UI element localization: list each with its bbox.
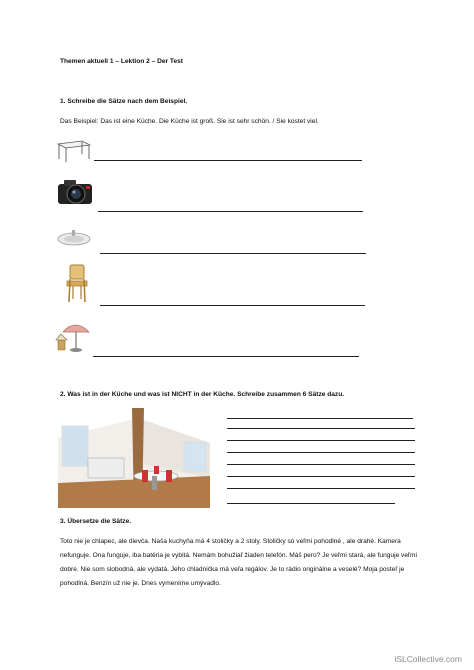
answer-line-4[interactable] (100, 305, 365, 306)
exercise3-text: Toto nie je chlapec, ale dievča. Naša kuchyňa má 4 stoličky a 2 stoly. Stoličky sú veľmi pohodlné , ale drahé. Kamera nefunguje. Ona funguje, iba batéria je vybitá. Nemám bohužiaľ žiaden telefón. Máš pero? Je veľmi stará, ale funguje veľmi dobre. Nie som slobodná, ale vydatá. Jeho chladnička má veľa regálov. Je to rádio originálne a veselé? Moja posteľ je pohodlná. Benzín už nie je. Dnes vymeníme umývadlo. (60, 538, 417, 587)
answer-line-7[interactable] (227, 428, 415, 429)
camera-icon (56, 176, 96, 206)
chair-icon (62, 264, 92, 304)
exercise1-heading: 1. Schreibe die Sätze nach dem Beispiel. (60, 98, 188, 105)
sink-icon (56, 229, 92, 247)
kitchen-photo (58, 408, 210, 508)
answer-line-12[interactable] (227, 488, 415, 489)
worksheet-title: Themen aktuell 1 – Lektion 2 – Der Test (60, 58, 184, 65)
footer-brand: iSLCollective.com (394, 654, 462, 664)
answer-line-11[interactable] (227, 476, 415, 477)
answer-line-13[interactable] (227, 503, 395, 504)
exercise1-example: Das Beispiel: Das ist eine Küche. Die Küche ist groß. Sie ist sehr schön. / Sie kostet viel. (60, 118, 319, 125)
table-icon (56, 139, 92, 163)
exercise2-heading: 2. Was ist in der Küche und was ist NICHT in der Küche. Schreibe zusammen 6 Sätze dazu. (60, 391, 345, 398)
answer-line-1[interactable] (94, 160, 362, 161)
lamp-icon (55, 318, 95, 356)
answer-line-6[interactable] (227, 418, 413, 419)
answer-line-5[interactable] (93, 356, 359, 357)
answer-line-8[interactable] (227, 440, 415, 441)
exercise3-heading: 3. Übersetze die Sätze. (60, 518, 132, 525)
answer-line-2[interactable] (98, 211, 363, 212)
answer-line-3[interactable] (100, 253, 366, 254)
answer-line-10[interactable] (227, 464, 415, 465)
answer-line-9[interactable] (227, 452, 415, 453)
